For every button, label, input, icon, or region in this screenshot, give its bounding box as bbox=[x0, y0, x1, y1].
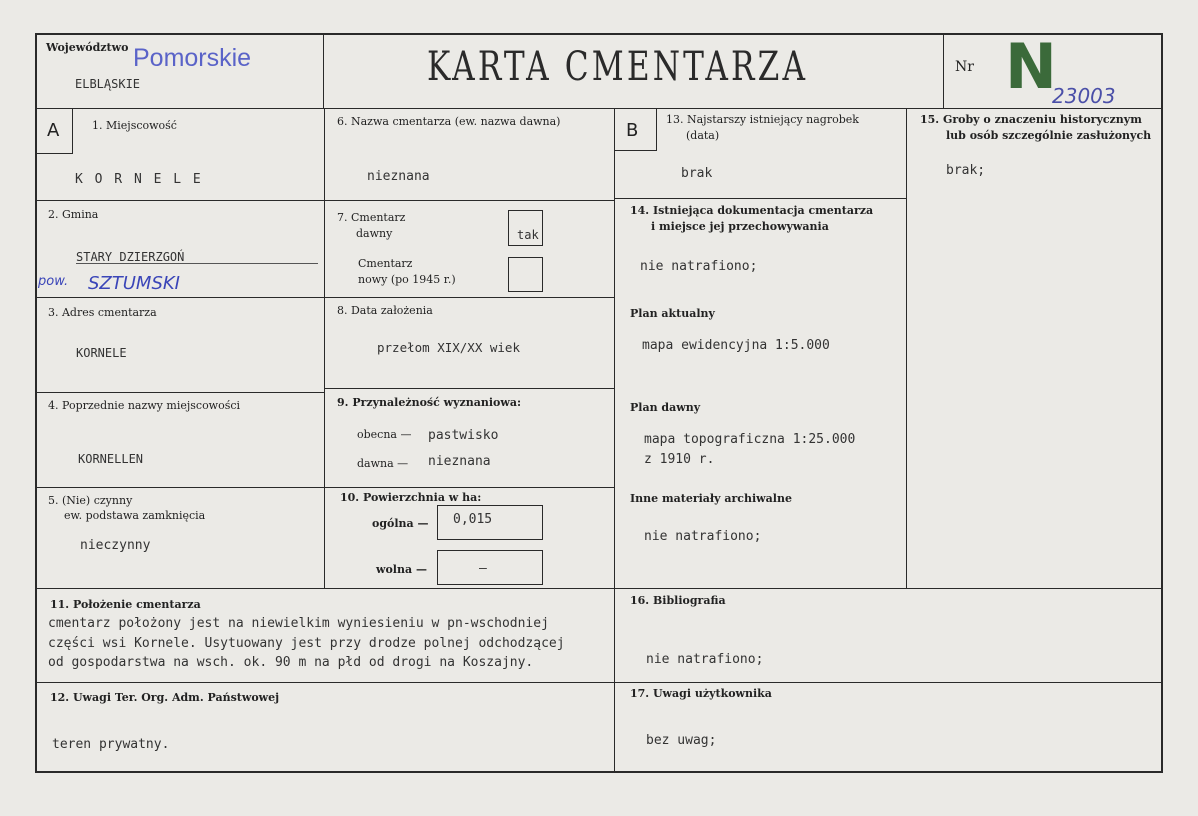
divider bbox=[615, 198, 907, 199]
section-b-letter: B bbox=[626, 120, 639, 141]
polozenie-line-1: cmentarz położony jest na niewielkim wyniesieniu w pn-wschodniej bbox=[48, 616, 549, 631]
section-a-letter: A bbox=[47, 120, 60, 141]
data-zalozenia-label: 8. Data założenia bbox=[337, 304, 433, 317]
plan-dawny-label: Plan dawny bbox=[630, 401, 701, 414]
bibliografia-value: nie natrafiono; bbox=[646, 652, 764, 667]
dawna-label: dawna — bbox=[357, 457, 409, 470]
divider bbox=[906, 108, 907, 589]
obecna-value: pastwisko bbox=[428, 428, 499, 443]
plan-dawny-value-2: z 1910 r. bbox=[644, 452, 715, 467]
divider bbox=[36, 487, 615, 488]
divider bbox=[325, 388, 615, 389]
nr-label: Nr bbox=[955, 59, 974, 75]
wolna-value: – bbox=[479, 561, 487, 576]
czynny-label-1: 5. (Nie) czynny bbox=[48, 494, 133, 507]
divider bbox=[615, 150, 657, 151]
dokumentacja-label-2: i miejsce jej przechowywania bbox=[651, 220, 829, 233]
polozenie-line-2: części wsi Kornele. Usytuowany jest przy drodze polnej odchodzącej bbox=[48, 636, 565, 651]
groby-label-1: 15. Groby o znaczeniu historycznym bbox=[920, 113, 1142, 126]
czynny-label-2: ew. podstawa zamknięcia bbox=[64, 509, 206, 522]
powierzchnia-label: 10. Powierzchnia w ha: bbox=[340, 491, 482, 504]
dawny-value: tak bbox=[517, 228, 539, 242]
dawny-label: dawny bbox=[356, 227, 393, 240]
divider bbox=[614, 108, 615, 773]
uwagi-uz-label: 17. Uwagi użytkownika bbox=[630, 687, 772, 700]
adres-value: KORNELE bbox=[76, 346, 127, 360]
wojewodztwo-stamp: Pomorskie bbox=[133, 44, 252, 72]
obecna-label: obecna — bbox=[357, 428, 412, 441]
adres-label: 3. Adres cmentarza bbox=[48, 306, 157, 319]
gmina-value: STARY DZIERZGOŃ bbox=[76, 250, 185, 264]
nazwa-value: nieznana bbox=[367, 169, 430, 184]
dawna-value: nieznana bbox=[428, 454, 491, 469]
bibliografia-label: 16. Bibliografia bbox=[630, 594, 726, 607]
przynaleznosc-label: 9. Przynależność wyznaniowa: bbox=[337, 396, 522, 409]
miejscowosc-label: 1. Miejscowość bbox=[92, 119, 177, 132]
poprzednie-value: KORNELLEN bbox=[78, 452, 144, 466]
divider bbox=[323, 34, 324, 109]
groby-value: brak; bbox=[946, 163, 986, 178]
divider bbox=[36, 200, 615, 201]
uwagi-ter-label: 12. Uwagi Ter. Org. Adm. Państwowej bbox=[50, 691, 280, 704]
powiat-prefix: pow. bbox=[38, 274, 69, 289]
divider bbox=[36, 108, 1162, 109]
plan-aktualny-value: mapa ewidencyjna 1:5.000 bbox=[642, 338, 830, 353]
nagrobek-label-2: (data) bbox=[686, 129, 720, 142]
groby-label-2: lub osób szczególnie zasłużonych bbox=[946, 129, 1152, 142]
divider bbox=[36, 588, 1162, 589]
wojewodztwo-old: ELBLĄSKIE bbox=[75, 77, 141, 91]
nowy-label-2: nowy (po 1945 r.) bbox=[358, 273, 456, 286]
plan-aktualny-label: Plan aktualny bbox=[630, 307, 715, 320]
uwagi-uz-value: bez uwag; bbox=[646, 733, 717, 748]
divider bbox=[656, 108, 657, 151]
polozenie-line-3: od gospodarstwa na wsch. ok. 90 m na płd od drogi na Koszajny. bbox=[48, 655, 534, 670]
wojewodztwo-label: Województwo bbox=[46, 41, 129, 54]
wolna-label: wolna — bbox=[376, 563, 427, 576]
nagrobek-label-1: 13. Najstarszy istniejący nagrobek bbox=[666, 113, 859, 126]
card-title: KARTA CMENTARZA bbox=[427, 44, 809, 90]
dokumentacja-value: nie natrafiono; bbox=[640, 259, 758, 274]
poprzednie-label: 4. Poprzednie nazwy miejscowości bbox=[48, 399, 241, 412]
cmentarz-label: 7. Cmentarz bbox=[337, 211, 406, 224]
divider bbox=[324, 108, 325, 589]
wolna-box bbox=[437, 550, 543, 585]
miejscowosc-value: K O R N E L E bbox=[75, 172, 203, 187]
nr-number: 23003 bbox=[1052, 84, 1116, 108]
inne-value: nie natrafiono; bbox=[644, 529, 762, 544]
divider bbox=[36, 153, 73, 154]
nowy-label-1: Cmentarz bbox=[358, 257, 413, 270]
divider bbox=[943, 34, 944, 109]
nazwa-label: 6. Nazwa cmentarza (ew. nazwa dawna) bbox=[337, 115, 561, 128]
divider bbox=[36, 682, 1162, 683]
plan-dawny-value-1: mapa topograficzna 1:25.000 bbox=[644, 432, 856, 447]
nowy-checkbox bbox=[508, 257, 543, 292]
nr-letter: N bbox=[1005, 30, 1057, 103]
divider bbox=[36, 297, 615, 298]
uwagi-ter-value: teren prywatny. bbox=[52, 737, 170, 752]
powiat-value: SZTUMSKI bbox=[88, 273, 180, 294]
dokumentacja-label-1: 14. Istniejąca dokumentacja cmentarza bbox=[630, 204, 874, 217]
underline bbox=[76, 263, 318, 264]
nagrobek-value: brak bbox=[681, 166, 713, 181]
divider bbox=[36, 392, 325, 393]
polozenie-label: 11. Położenie cmentarza bbox=[50, 598, 201, 611]
data-zalozenia-value: przełom XIX/XX wiek bbox=[377, 340, 520, 355]
divider bbox=[72, 108, 73, 154]
inne-label: Inne materiały archiwalne bbox=[630, 492, 792, 505]
czynny-value: nieczynny bbox=[80, 538, 151, 553]
ogolna-value: 0,015 bbox=[453, 512, 493, 527]
ogolna-label: ogólna — bbox=[372, 517, 429, 530]
gmina-label: 2. Gmina bbox=[48, 208, 99, 221]
